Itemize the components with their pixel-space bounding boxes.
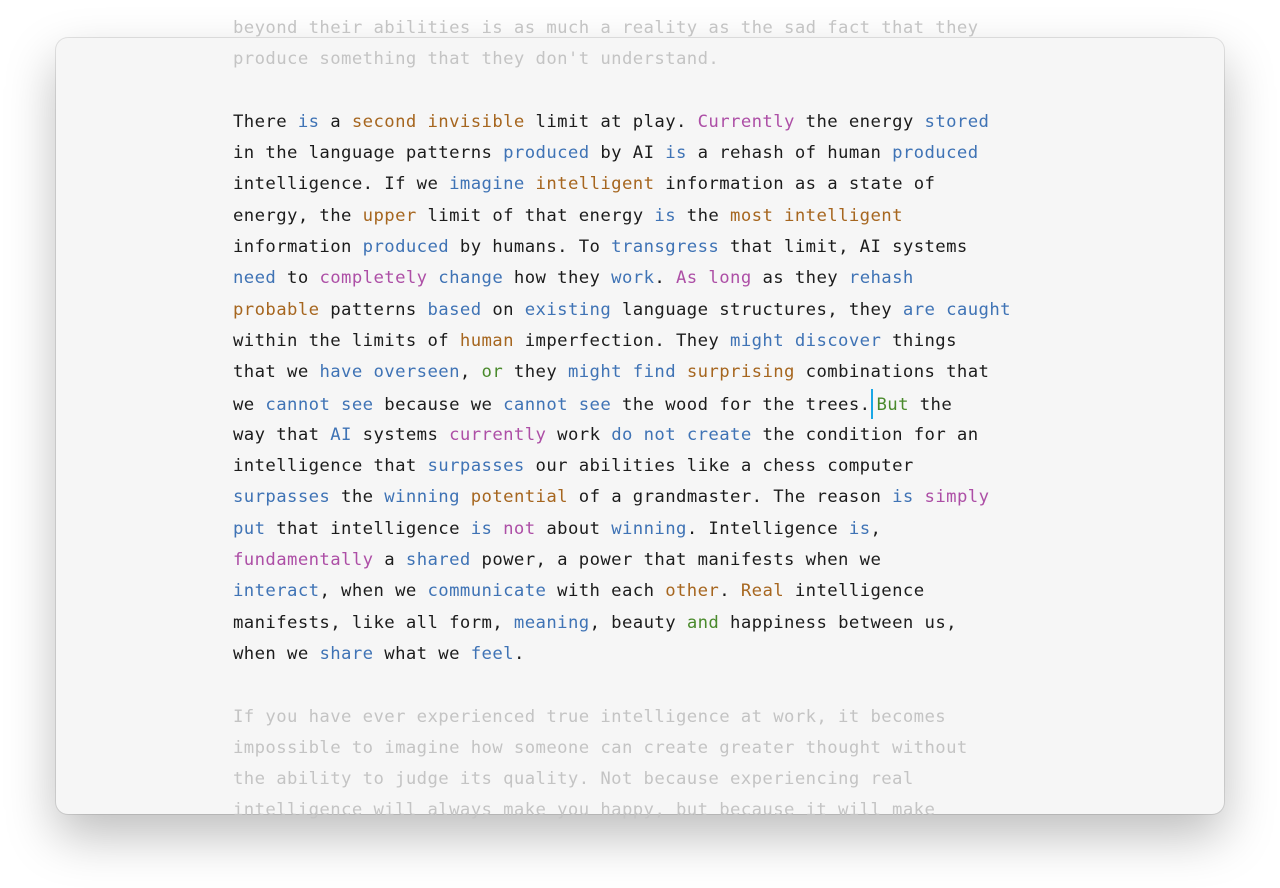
plain-text: ,	[459, 362, 482, 383]
verb-word: winning	[384, 487, 460, 508]
verb-word: is	[848, 518, 871, 539]
next-paragraph	[233, 702, 1063, 827]
plain-text: information as a state of	[654, 174, 936, 195]
verb-word: meaning	[513, 612, 590, 633]
text-line	[233, 263, 1063, 294]
adjective-word: potential	[470, 487, 568, 508]
plain-text: .	[719, 581, 741, 602]
verb-word: are caught	[902, 299, 1011, 320]
verb-word: transgress	[611, 237, 720, 258]
plain-text: . Intelligence	[686, 518, 849, 539]
adverb-word: currently	[449, 424, 547, 445]
verb-word: stored	[924, 111, 990, 132]
verb-word: feel	[470, 643, 514, 664]
verb-word: share	[319, 643, 374, 664]
adverb-word: simply	[924, 487, 990, 508]
previous-paragraph	[233, 13, 1063, 76]
verb-word: surpasses	[233, 487, 331, 508]
adverb-word: completely	[319, 268, 428, 289]
verb-word: AI	[330, 424, 352, 445]
text-line	[233, 608, 1063, 639]
plain-text: way that	[233, 424, 331, 445]
text-line: the ability to judge its quality. Not because experiencing real	[233, 769, 914, 790]
plain-text: the	[908, 394, 953, 415]
plain-text: things	[881, 330, 957, 351]
text-cursor	[871, 389, 873, 419]
plain-text: limit of that energy	[416, 205, 655, 226]
verb-word: based	[427, 299, 482, 320]
plain-text: imperfection. They	[513, 330, 731, 351]
text-line	[233, 482, 1063, 513]
adjective-word: second invisible	[351, 111, 525, 132]
plain-text: that intelligence	[265, 518, 471, 539]
editor-window	[56, 18, 1224, 821]
plain-text: , when we	[319, 581, 428, 602]
verb-word: cannot see	[265, 394, 374, 415]
plain-text: in the language patterns	[233, 143, 504, 164]
verb-word: cannot see	[503, 394, 612, 415]
text-line	[233, 420, 1063, 451]
plain-text: by humans. To	[449, 237, 612, 258]
plain-text: the energy	[794, 111, 925, 132]
verb-word: put	[233, 518, 266, 539]
text-line	[233, 639, 1063, 670]
plain-text: language structures, they	[611, 299, 903, 320]
plain-text: a rehash of human	[686, 143, 893, 164]
verb-word: surpasses	[427, 456, 525, 477]
plain-text: that limit, AI systems	[719, 237, 968, 258]
text-line: impossible to imagine how someone can create greater thought without	[233, 737, 968, 758]
plain-text: , beauty	[589, 612, 687, 633]
plain-text: energy, the	[233, 205, 363, 226]
verb-word: need	[233, 268, 277, 289]
verb-word: is	[297, 111, 320, 132]
plain-text: our abilities like a chess computer	[524, 456, 914, 477]
plain-text: the	[330, 487, 385, 508]
plain-text: .	[654, 268, 676, 289]
text-line	[233, 232, 1063, 263]
plain-text: manifests, like all form,	[233, 612, 514, 633]
conjunction-word: or	[481, 362, 504, 383]
plain-text: the condition for an	[751, 424, 979, 445]
plain-text: within the limits of	[233, 330, 460, 351]
adverb-word: As long	[676, 268, 752, 289]
verb-word: do not create	[611, 424, 752, 445]
plain-text: because we	[373, 394, 504, 415]
plain-text	[525, 174, 536, 194]
text-line	[233, 138, 1063, 169]
verb-word: work	[611, 268, 655, 289]
verb-word: existing	[524, 299, 612, 320]
adjective-word: upper	[362, 205, 417, 226]
conjunction-word: and	[686, 612, 720, 633]
text-line	[233, 326, 1063, 357]
verb-word: might find	[567, 362, 676, 383]
adjective-word: other	[665, 581, 720, 602]
verb-word: is	[470, 518, 493, 539]
plain-text: with each	[546, 581, 666, 602]
text-line	[233, 451, 1063, 482]
plain-text: we	[233, 394, 266, 415]
plain-text: about	[535, 518, 612, 539]
plain-text: .	[513, 643, 525, 664]
plain-text: what we	[373, 643, 471, 664]
plain-text: of a grandmaster. The reason	[567, 487, 893, 508]
plain-text: as they	[751, 268, 849, 289]
plain-text	[676, 362, 687, 382]
text-line	[233, 545, 1063, 576]
text-line	[233, 389, 1063, 420]
plain-text: ,	[870, 518, 882, 539]
plain-text: combinations that	[794, 362, 990, 383]
text-line	[233, 107, 1063, 138]
plain-text: systems	[351, 424, 450, 445]
plain-text: limit at play.	[524, 111, 698, 132]
text-line	[233, 201, 1063, 232]
text-line: intelligence will always make you happy, but because it will make	[233, 800, 936, 821]
plain-text: intelligence	[784, 581, 925, 602]
verb-word: communicate	[427, 581, 547, 602]
plain-text: that we	[233, 362, 320, 383]
plain-text: the	[676, 205, 731, 226]
verb-word: change	[438, 268, 504, 289]
verb-word: rehash	[848, 268, 914, 289]
plain-text: intelligence. If we	[233, 174, 450, 195]
plain-text: a	[373, 550, 406, 571]
adjective-word: probable	[233, 299, 320, 320]
plain-text	[460, 487, 471, 507]
verb-word: interact	[233, 581, 320, 602]
text-line	[233, 295, 1063, 326]
plain-text: patterns	[319, 299, 428, 320]
plain-text: happiness between us,	[719, 612, 957, 633]
plain-text: intelligence that	[233, 456, 428, 477]
verb-word: might discover	[730, 330, 882, 351]
plain-text	[427, 268, 438, 288]
adjective-word: intelligent	[535, 174, 655, 195]
plain-text: a	[319, 111, 352, 132]
verb-word: produced	[892, 143, 979, 164]
verb-word: produced	[362, 237, 450, 258]
plain-text: on	[481, 299, 525, 320]
text-line	[233, 576, 1063, 607]
plain-text: power, a power that manifests when we	[470, 550, 882, 571]
plain-text	[492, 519, 503, 539]
adverb-word: fundamentally	[233, 550, 374, 571]
text-line: beyond their abilities is as much a reality as the sad fact that they	[233, 18, 979, 38]
verb-word: is	[665, 143, 687, 164]
text-line: produce something that they don't understand.	[233, 49, 720, 70]
text-line	[233, 169, 1063, 200]
adverb-word: not	[503, 518, 536, 539]
adverb-word: Currently	[697, 111, 795, 132]
plain-text: the wood for the trees.	[611, 394, 871, 415]
plain-text: by AI	[589, 143, 666, 164]
verb-word: shared	[405, 550, 471, 571]
adjective-word: surprising	[686, 362, 795, 383]
verb-word: have overseen	[319, 362, 460, 383]
verb-word: is	[654, 205, 676, 226]
focused-paragraph	[233, 107, 1063, 670]
verb-word: is	[892, 487, 914, 508]
plain-text: how they	[503, 268, 612, 289]
adjective-word: human	[459, 330, 514, 351]
plain-text	[914, 487, 925, 507]
conjunction-word: But	[876, 394, 909, 415]
text-line	[233, 357, 1063, 388]
plain-text: to	[276, 268, 320, 289]
text-line	[233, 514, 1063, 545]
verb-word: produced	[503, 143, 590, 164]
plain-text: they	[503, 362, 568, 383]
plain-text: information	[233, 237, 363, 258]
adjective-word: most intelligent	[730, 205, 903, 226]
adjective-word: Real	[740, 581, 785, 602]
text-line: If you have ever experienced true intelligence at work, it becomes	[233, 706, 947, 727]
plain-text: when we	[233, 643, 320, 664]
document-text-area[interactable]	[233, 13, 1063, 858]
plain-text: There	[233, 111, 298, 132]
plain-text: work	[546, 424, 612, 445]
verb-word: imagine	[449, 174, 525, 195]
verb-word: winning	[611, 518, 687, 539]
